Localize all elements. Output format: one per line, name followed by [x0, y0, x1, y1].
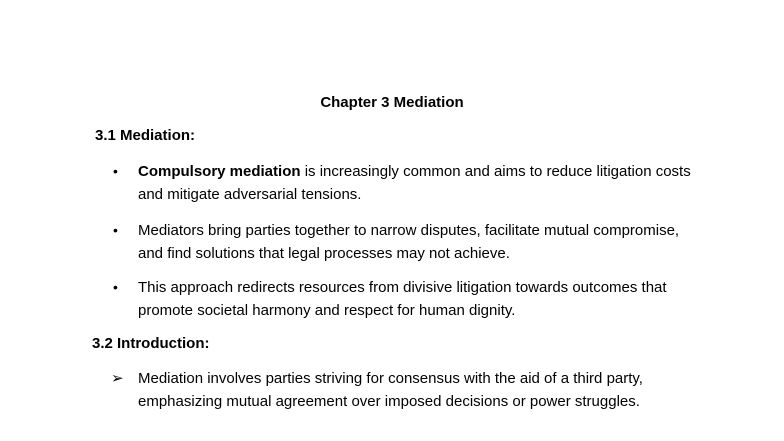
bullet-icon: • — [113, 279, 118, 295]
list-item-text: Mediation involves parties striving for consensus with the aid of a third party, emphasizing mutual agreement over imposed decisions or power struggles. — [138, 370, 643, 410]
bullet-icon: • — [113, 163, 118, 179]
list-item-text: This approach redirects resources from divisive litigation towards outcomes that promote societal harmony and respect for human dignity. — [138, 279, 667, 319]
bold-lead: Compulsory mediation — [138, 163, 301, 180]
chapter-title: Chapter 3 Mediation — [320, 94, 464, 111]
section-heading-mediation: 3.1 Mediation: — [95, 127, 196, 144]
list-item-text: Mediators bring parties together to narrow disputes, facilitate mutual compromise, and find solutions that legal processes may not achieve. — [138, 222, 680, 262]
list-item-text — [138, 160, 708, 206]
section-heading-introduction: 3.2 Introduction: — [92, 335, 210, 352]
arrow-bullet-icon: ➢ — [111, 370, 124, 387]
bullet-icon: • — [113, 222, 118, 238]
list-item-body: is increasingly common and aims to reduce litigation costs and mitigate adversarial tensions. — [138, 163, 691, 203]
